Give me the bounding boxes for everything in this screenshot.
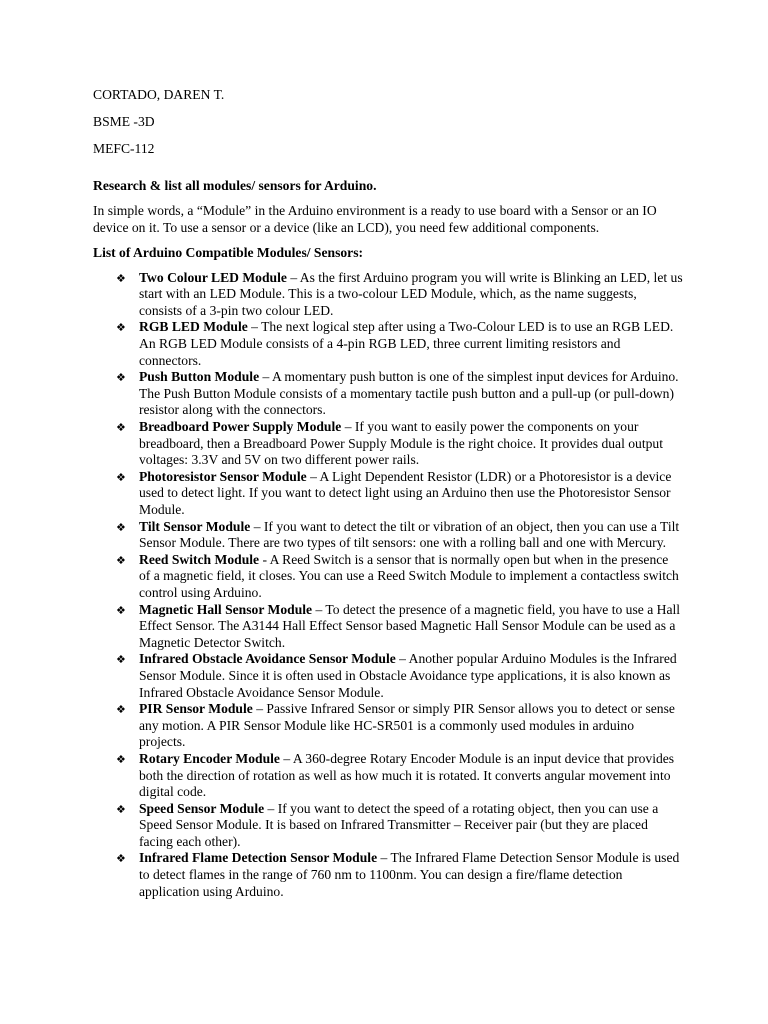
module-name: RGB LED Module [139, 319, 248, 335]
module-separator: – [279, 750, 293, 766]
diamond-bullet-icon: ❖ [116, 752, 126, 766]
module-separator: – [286, 269, 300, 285]
diamond-bullet-icon: ❖ [116, 802, 126, 816]
module-name: Infrared Obstacle Avoidance Sensor Module [139, 651, 396, 667]
module-list-item [93, 319, 683, 369]
module-separator: – [252, 701, 267, 717]
module-separator: - [259, 551, 270, 567]
module-name: Two Colour LED Module [139, 269, 287, 285]
module-description: If you want to detect the speed of a rotating object, then you can use a Speed Sensor Module. It is based on Infrared Transmitter – Receiver pair (but they are placed facing each other). [139, 800, 659, 849]
module-separator: – [264, 800, 278, 816]
student-section: BSME -3D [93, 113, 155, 129]
module-separator: – [306, 468, 320, 484]
intro-paragraph: In simple words, a “Module” in the Arduino environment is a ready to use board with a Sensor or an IO device on it. To use a sensor or a device (like an LCD), you need few additional components. [93, 203, 657, 235]
diamond-bullet-icon: ❖ [116, 852, 126, 866]
module-separator: – [341, 419, 355, 435]
module-list-item [93, 751, 683, 801]
diamond-bullet-icon: ❖ [116, 520, 126, 534]
module-separator: – [247, 319, 262, 335]
module-name: Push Button Module [139, 369, 260, 385]
module-list [93, 270, 683, 901]
student-name: CORTADO, DAREN T. [93, 87, 225, 102]
module-description: A Light Dependent Resistor (LDR) or a Photoresistor is a device used to detect light. If you want to detect light using an Arduino then use the Photoresistor Sensor Module. [139, 468, 672, 518]
module-name: Infrared Flame Detection Sensor Module [139, 850, 378, 866]
module-description: Passive Infrared Sensor or simply PIR Sensor allows you to detect or sense any motion. A PIR Sensor Module like HC-SR501 is a commonly used modules in arduino projects. [139, 701, 675, 750]
module-separator: – [377, 850, 391, 866]
module-description: A 360-degree Rotary Encoder Module is an input device that provides both the direction of rotation as well as how much it is rotated. It converts angular movement into digital code. [139, 750, 675, 800]
module-name: Reed Switch Module [139, 551, 260, 567]
module-name: PIR Sensor Module [139, 701, 253, 717]
module-description: The Infrared Flame Detection Sensor Module is used to detect flames in the range of 760 nm to 1100nm. You can design a fire/flame detection application using Arduino. [139, 850, 680, 899]
list-heading: List of Arduino Compatible Modules/ Sensors: [93, 244, 364, 260]
diamond-bullet-icon: ❖ [116, 371, 126, 385]
module-description: To detect the presence of a magnetic field, you have to use a Hall Effect Sensor. The A3144 Hall Effect Sensor based Magnetic Hall Sensor Module can be used as a Magnetic Detector Switch. [139, 601, 681, 650]
module-list-item [93, 602, 683, 652]
module-separator: – [259, 369, 272, 385]
module-name: Breadboard Power Supply Module [139, 419, 342, 435]
module-description: A Reed Switch is a sensor that is normally open but when in the presence of a magnetic field, it closes. You can use a Reed Switch Module to implement a contactless switch control using Arduino. [139, 551, 679, 600]
document-body [93, 87, 683, 900]
module-list-item [93, 469, 683, 519]
module-list-item [93, 801, 683, 851]
diamond-bullet-icon: ❖ [116, 653, 126, 667]
diamond-bullet-icon: ❖ [116, 703, 126, 717]
module-list-item [93, 552, 683, 602]
module-description: If you want to easily power the components on your breadboard, then a Breadboard Power Supply Module is the right choice. It provides dual output voltages: 3.3V and 5V on two different power rails. [139, 419, 663, 468]
module-list-item [93, 701, 683, 751]
module-name: Photoresistor Sensor Module [139, 468, 307, 484]
module-list-item [93, 419, 683, 469]
assignment-title: Research & list all modules/ sensors for Arduino. [93, 177, 377, 193]
diamond-bullet-icon: ❖ [116, 603, 126, 617]
module-list-item [93, 519, 683, 552]
module-name: Tilt Sensor Module [139, 518, 251, 534]
module-list-item [93, 369, 683, 419]
diamond-bullet-icon: ❖ [116, 470, 126, 484]
module-description: A momentary push button is one of the simplest input devices for Arduino. The Push Button Module consists of a momentary tactile push button and a pull-up (or pull-down) resistor along with the connectors. [139, 369, 679, 418]
module-name: Magnetic Hall Sensor Module [139, 601, 313, 617]
module-list-item [93, 850, 683, 900]
course-code: MEFC-112 [93, 140, 155, 156]
module-description: The next logical step after using a Two-Colour LED is to use an RGB LED. An RGB LED Module consists of a 4-pin RGB LED, three current limiting resistors and connectors. [139, 319, 674, 368]
diamond-bullet-icon: ❖ [116, 271, 126, 285]
module-name: Speed Sensor Module [139, 800, 265, 816]
module-name: Rotary Encoder Module [139, 750, 280, 766]
module-separator: – [395, 651, 409, 667]
diamond-bullet-icon: ❖ [116, 321, 126, 335]
module-separator: – [312, 601, 326, 617]
module-separator: – [250, 518, 264, 534]
module-list-item [93, 270, 683, 320]
diamond-bullet-icon: ❖ [116, 421, 126, 435]
module-list-item [93, 651, 683, 701]
diamond-bullet-icon: ❖ [116, 553, 126, 567]
module-description: As the first Arduino program you will write is Blinking an LED, let us start with an LED Module. This is a two-colour LED Module, which, as the name suggests, consists of a 3-pin two colour LED. [139, 269, 683, 318]
module-description: If you want to detect the tilt or vibration of an object, then you can use a Tilt Sensor Module. There are two types of tilt sensors: one with a rolling ball and one with Mercury. [139, 518, 680, 551]
module-description: Another popular Arduino Modules is the Infrared Sensor Module. Since it is often used in Obstacle Avoidance type applications, it is also known as Infrared Obstacle Avoidance Sensor Module. [139, 651, 677, 700]
